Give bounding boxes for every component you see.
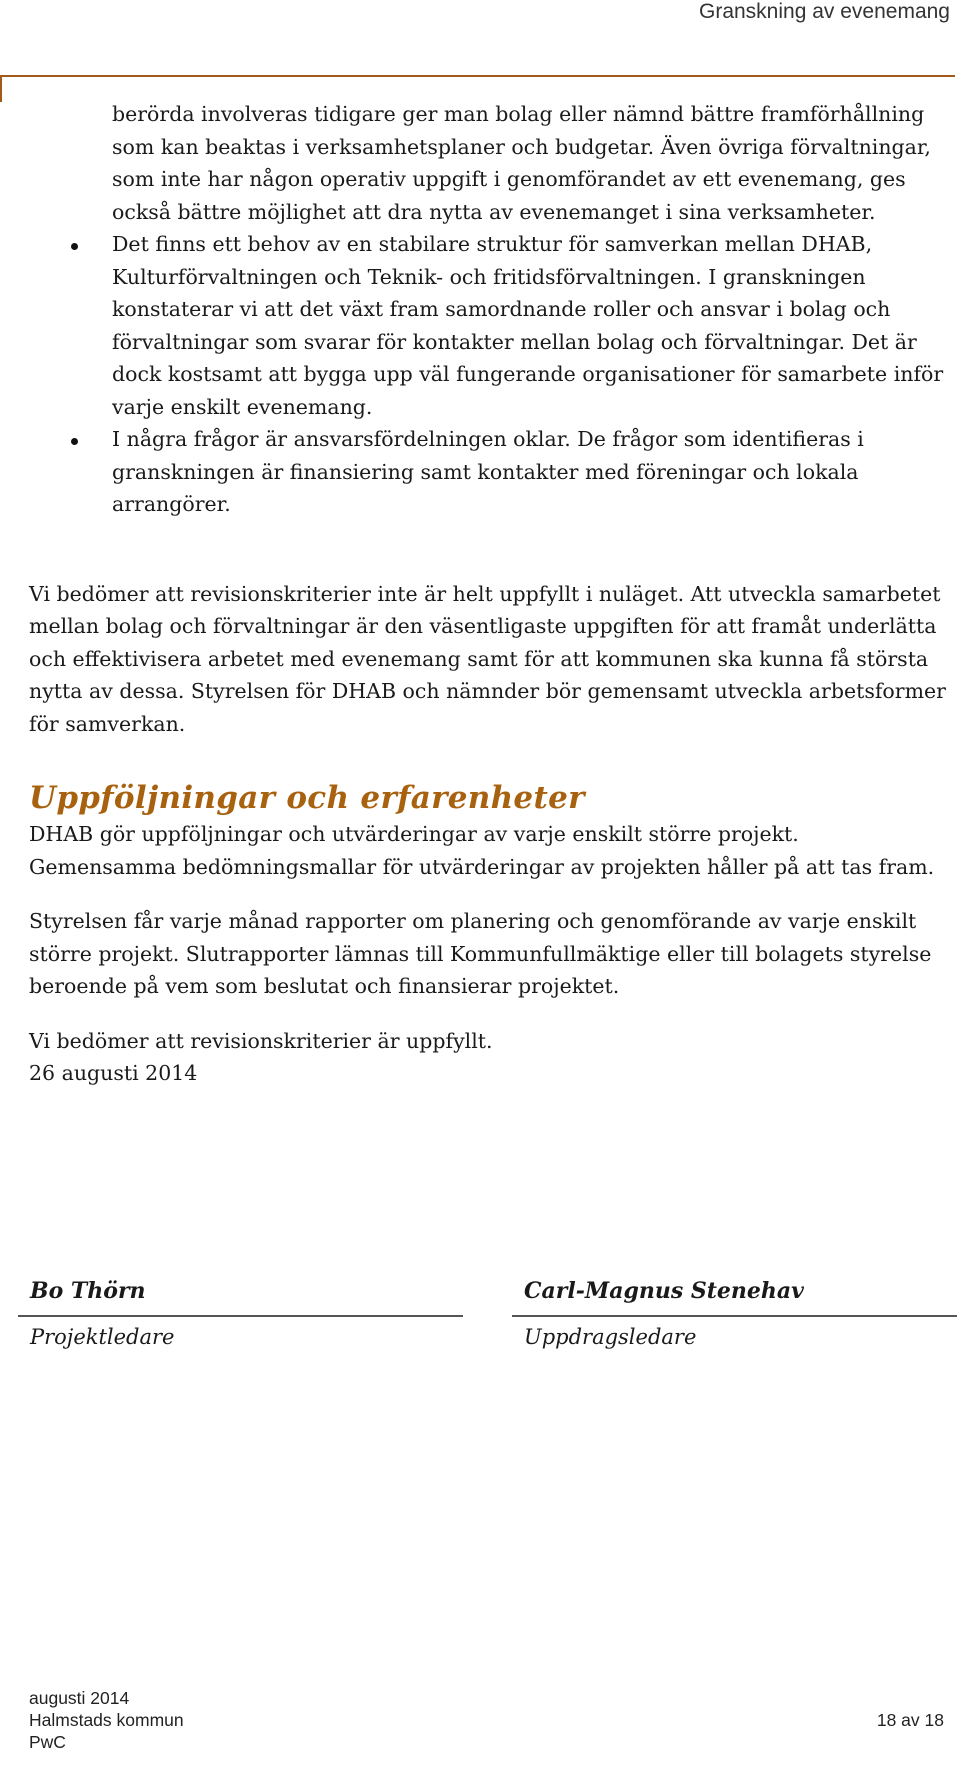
signatory-name: Carl-Magnus Stenehav xyxy=(512,1275,957,1317)
header-rule xyxy=(0,75,955,77)
header-rule-tick xyxy=(0,75,2,102)
signature-left xyxy=(18,1275,463,1353)
continuation-paragraph: berörda involveras tidigare ger man bolag eller nämnd bättre framförhållning som kan beaktas i verksamhetsplaner och budgetar. Även övriga förvaltningar, som inte har någon operativ uppgift i genomförandet av ett evenemang, ges också bättre möjlighet att dra nytta av evenemanget i sina verksamheter. xyxy=(112,102,931,224)
footer-date: augusti 2014 xyxy=(29,1688,130,1708)
section-heading: Uppföljningar och erfarenheter xyxy=(29,780,585,816)
bullet-item xyxy=(29,423,949,521)
bullet-text: I några frågor är ansvarsfördelningen oklar. De frågor som identifieras i granskningen är finansiering samt kontakter med föreningar och lokala arrangörer. xyxy=(112,427,864,516)
page-footer xyxy=(29,1687,944,1753)
signatory-name: Bo Thörn xyxy=(18,1275,463,1317)
signatory-role: Uppdragsledare xyxy=(524,1325,697,1349)
footer-company: PwC xyxy=(29,1732,66,1752)
signatory-role: Projektledare xyxy=(30,1325,175,1349)
assessment-paragraph: Vi bedömer att revisionskriterier inte är helt uppfyllt i nuläget. Att utveckla samarbetet mellan bolag och förvaltningar är den väsentligaste uppgiften för att framåt underlätta och effektivisera arbetet med evenemang samt för att kommunen ska kunna få största nytta av dessa. Styrelsen för DHAB och nämnder bör gemensamt utveckla arbetsformer för samverkan. xyxy=(29,581,946,736)
signature-block xyxy=(18,1275,958,1355)
bullet-text: Det finns ett behov av en stabilare struktur för samverkan mellan DHAB, Kulturförvaltningen och Teknik- och fritidsförvaltningen. I granskningen konstaterar vi att det växt fram samordnande roller och ansvar i bolag och förvaltningar som svarar för kontakter mellan bolag och förvaltningar. Det är dock kostsamt att bygga upp väl fungerande organisationer för samarbete inför varje enskilt evenemang. xyxy=(112,232,944,419)
section-paragraph: DHAB gör uppföljningar och utvärderingar av varje enskilt större projekt. Gemensamma bedömningsmallar för utvärderingar av projekten håller på att tas fram. xyxy=(29,822,935,879)
signature-date: 26 augusti 2014 xyxy=(29,1061,198,1085)
bullet-dot-icon xyxy=(71,243,78,250)
running-header: Granskning av evenemang xyxy=(699,0,950,23)
footer-org-row xyxy=(29,1709,944,1731)
page-number: 18 av 18 xyxy=(876,1710,944,1730)
bullet-list xyxy=(29,228,949,521)
footer-org: Halmstads kommun xyxy=(29,1710,184,1730)
assessment-paragraph: Vi bedömer att revisionskriterier är uppfyllt. xyxy=(29,1028,493,1053)
bullet-item xyxy=(29,228,949,423)
signature-right xyxy=(512,1275,957,1353)
bullet-dot-icon xyxy=(71,438,78,445)
section-paragraph: Styrelsen får varje månad rapporter om planering och genomförande av varje enskilt större projekt. Slutrapporter lämnas till Kommunfullmäktige eller till bolagets styrelse beroende på vem som beslutat och finansierar projektet. xyxy=(29,909,932,998)
page-body xyxy=(29,98,949,1090)
